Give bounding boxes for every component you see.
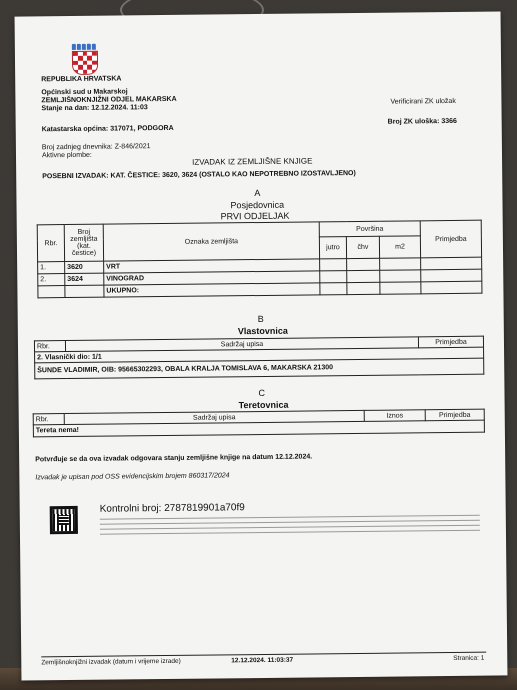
zk-number: Broj ZK uloška: 3366	[387, 117, 457, 126]
ownership-share: 2. Vlasnički dio: 1/1	[35, 347, 484, 363]
header-rbr: Rbr.	[37, 225, 64, 262]
header-content: Sadržaj upisa	[65, 337, 418, 352]
state-name: REPUBLIKA HRVATSKA	[41, 75, 122, 84]
section-a-title: Posjedovnica	[230, 199, 285, 211]
header-chv: čhv	[346, 236, 379, 258]
row-label: VINOGRAD	[104, 271, 320, 285]
header-note: Primjedba	[425, 409, 484, 421]
document-page	[15, 11, 508, 680]
header-area: Površina	[319, 221, 420, 237]
last-diary-number: Broj zadnjeg dnevnika: Z-846/2021	[41, 143, 151, 152]
status-date: Stanje na dan: 12.12.2024. 11:03	[41, 104, 148, 113]
header-content: Sadržaj upisa	[64, 410, 364, 424]
header-m2: m2	[379, 236, 420, 258]
header-note: Primjedba	[420, 220, 481, 258]
ownership-table	[34, 336, 484, 380]
section-a-letter: A	[254, 187, 261, 199]
verified-label: Verificirani ZK uložak	[390, 97, 456, 106]
owner-entry: ŠUNDE VLADIMIR, OIB: 95665302293, OBALA KRALJA TOMISLAVA 6, MAKARSKA 21300	[35, 358, 484, 379]
document-subtitle: POSEBNI IZVADAK: KAT. ČESTICE: 3620, 3624 (OSTALO KAO NEPOTREBNO IZOSTAVLJENO)	[42, 169, 356, 181]
active-seals: Aktivne plombe:	[41, 151, 92, 160]
footer-datetime: 12.12.2024. 11:03:37	[231, 656, 294, 665]
row-rbr: 1.	[38, 262, 65, 274]
control-number: Kontrolni broj: 2787819901a70f9	[99, 502, 245, 515]
section-c-title: Teretovnica	[238, 399, 289, 411]
header-note: Primjedba	[418, 336, 483, 348]
document-title: IZVADAK IZ ZEMLJIŠNE KNJIGE	[192, 156, 313, 167]
row-label: VRT	[104, 259, 320, 273]
qr-code-icon	[50, 506, 78, 534]
cadastral-municipality: Katastarska općina: 317071, PODGORA	[41, 124, 174, 134]
oss-record: Izvadak je upisan pod OSS evidencijskim brojem 860317/2024	[35, 472, 230, 482]
header-parcel-number: Broj zemljišta (kat. čestice)	[64, 224, 103, 261]
row-parcel: 3624	[65, 273, 104, 285]
no-encumbrances: Tereta nema!	[33, 420, 484, 437]
court-name: Općinski sud u Makarskoj	[41, 88, 128, 97]
header-rbr: Rbr.	[33, 414, 64, 425]
row-total-label: UKUPNO:	[104, 283, 320, 297]
row-parcel: 3620	[65, 261, 104, 273]
header-jutro: jutro	[319, 237, 346, 259]
header-rbr: Rbr.	[34, 341, 65, 352]
page-number: Stranica: 1	[453, 654, 485, 663]
footer-left: Zemljišnoknjižni izvadak (datum i vrijeme izrade)	[41, 657, 181, 667]
header-land-label: Oznaka zemljišta	[103, 222, 319, 261]
section-b-letter: B	[257, 313, 264, 325]
header-amount: Iznos	[364, 410, 425, 422]
section-b-title: Vlastovnica	[237, 325, 288, 337]
row-rbr: 2.	[38, 274, 65, 286]
table-row	[35, 358, 484, 379]
section-c-letter: C	[258, 387, 266, 399]
verification-fine-print	[100, 515, 480, 535]
row-parcel	[65, 285, 104, 297]
parcel-table	[37, 220, 483, 299]
section-a-subtitle: PRVI ODJELJAK	[220, 210, 290, 222]
department-name: ZEMLJIŠNOKNJIŽNI ODJEL MAKARSKA	[41, 95, 177, 105]
encumbrance-table	[33, 409, 485, 438]
row-rbr	[38, 286, 65, 298]
confirmation-text: Potvrđuje se da ova izvadak odgovara stanju zemljišne knjige na datum 12.12.2024.	[35, 453, 313, 464]
coat-of-arms-icon	[72, 44, 96, 74]
